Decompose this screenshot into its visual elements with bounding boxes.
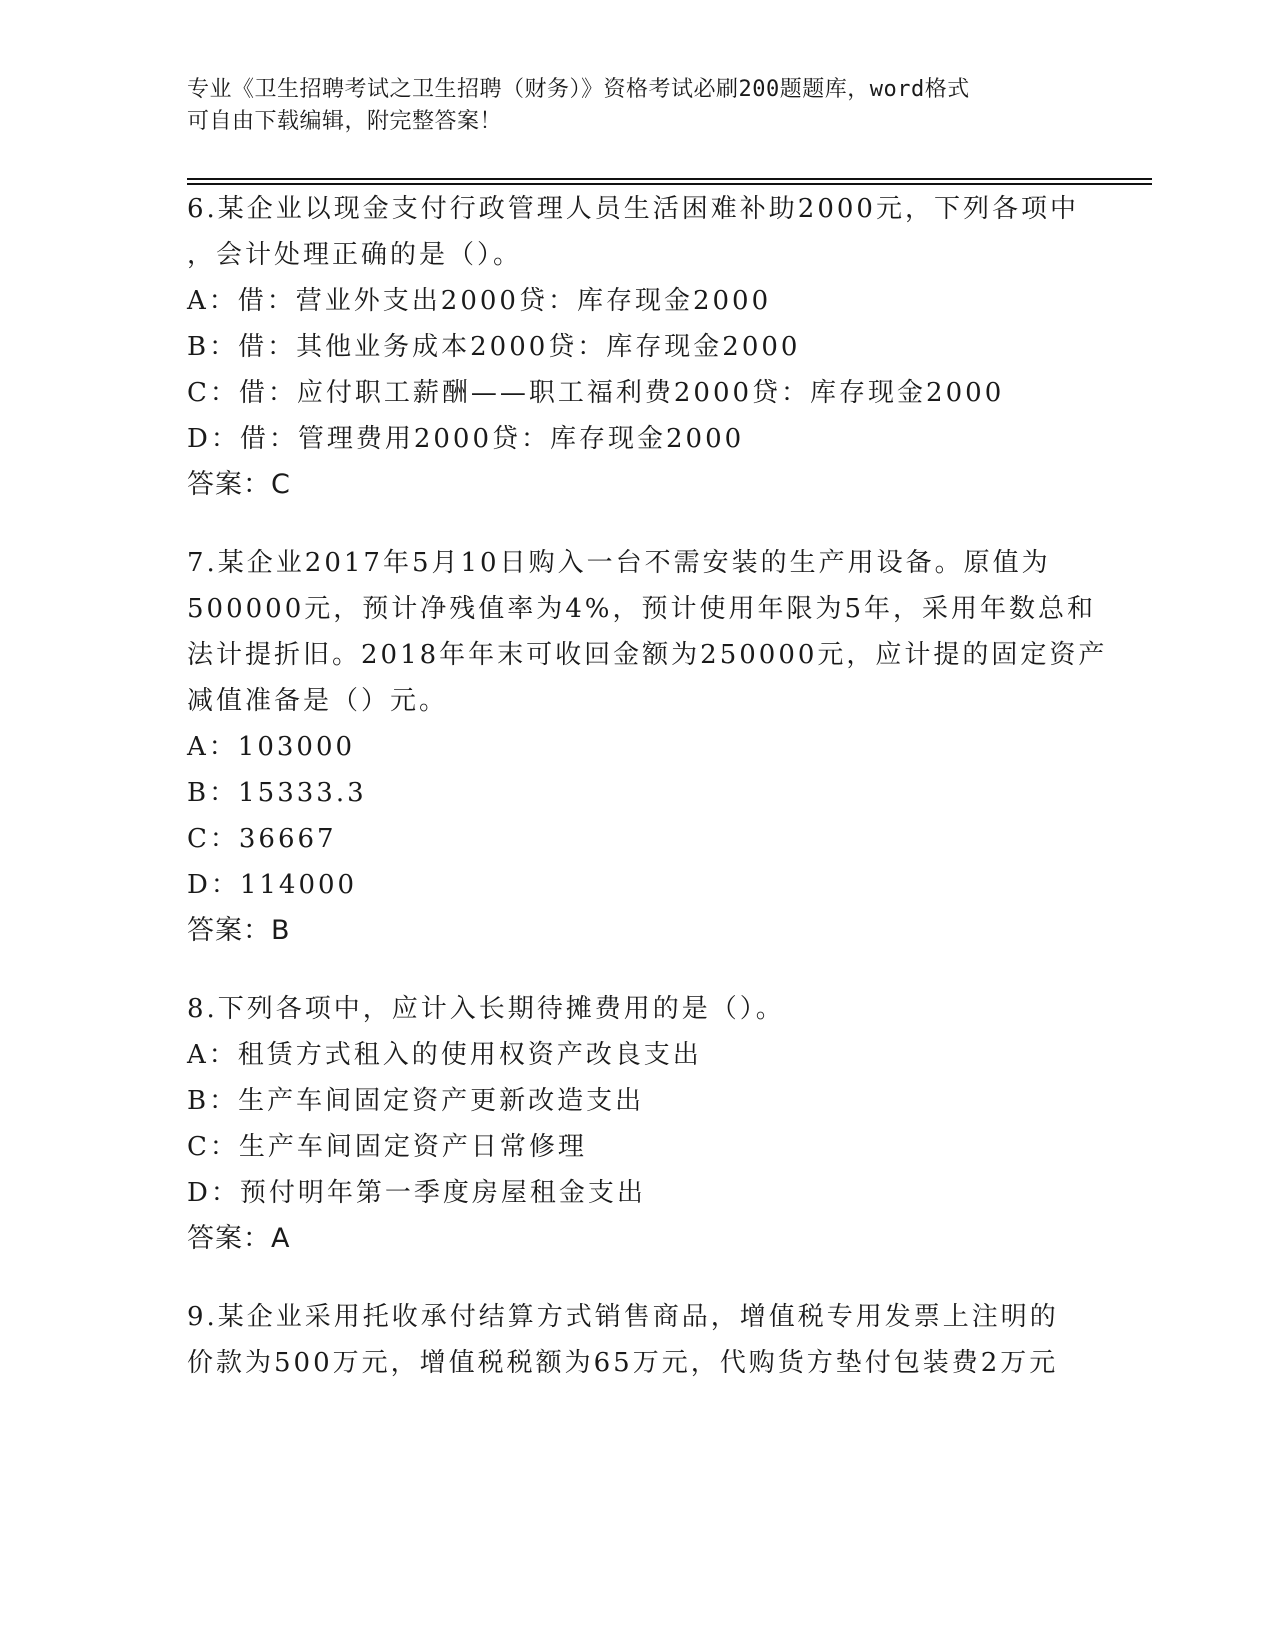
option-b: B：借：其他业务成本2000贷：库存现金2000 — [187, 332, 801, 362]
option-b: B：15333.3 — [187, 778, 367, 808]
header-divider-bottom — [187, 183, 1152, 185]
header-line-1: 专业《卫生招聘考试之卫生招聘（财务）》资格考试必刷200题题库，word格式 — [187, 77, 970, 102]
question-text-line: 7.某企业2017年5月10日购入一台不需安装的生产用设备。原值为 — [187, 548, 1051, 578]
question-text-line: 500000元，预计净残值率为4%，预计使用年限为5年，采用年数总和 — [187, 594, 1097, 624]
option-d: D：借：管理费用2000贷：库存现金2000 — [187, 424, 745, 454]
question-text-line: 价款为500万元，增值税税额为65万元，代购货方垫付包装费2万元 — [187, 1348, 1059, 1378]
option-a: A：借：营业外支出2000贷：库存现金2000 — [187, 286, 772, 316]
question-text-line: 法计提折旧。2018年年末可收回金额为250000元，应计提的固定资产 — [187, 640, 1108, 670]
header-divider-top — [187, 178, 1152, 180]
answer-label: 答案：C — [187, 469, 291, 500]
option-c: C：生产车间固定资产日常修理 — [187, 1132, 587, 1162]
question-7 — [187, 540, 1107, 954]
question-text-line: 8.下列各项中，应计入长期待摊费用的是（）。 — [187, 994, 785, 1024]
document-header — [187, 74, 1067, 138]
option-c: C：36667 — [187, 824, 337, 854]
question-text-line: ，会计处理正确的是（）。 — [187, 240, 523, 270]
answer-label: 答案：A — [187, 1223, 291, 1254]
question-9 — [187, 1294, 1107, 1386]
question-8 — [187, 986, 1107, 1262]
question-list — [187, 186, 1107, 1386]
question-text-line: 9.某企业采用托收承付结算方式销售商品，增值税专用发票上注明的 — [187, 1302, 1059, 1332]
question-6 — [187, 186, 1107, 508]
question-text-line: 减值准备是（）元。 — [187, 686, 449, 716]
option-a: A：租赁方式租入的使用权资产改良支出 — [187, 1040, 702, 1070]
option-d: D：预付明年第一季度房屋租金支出 — [187, 1178, 646, 1208]
question-text-line: 6.某企业以现金支付行政管理人员生活困难补助2000元，下列各项中 — [187, 194, 1079, 224]
option-b: B：生产车间固定资产更新改造支出 — [187, 1086, 645, 1116]
option-d: D：114000 — [187, 870, 358, 900]
header-line-2: 可自由下载编辑，附完整答案！ — [187, 109, 503, 134]
answer-label: 答案：B — [187, 915, 291, 946]
option-a: A：103000 — [187, 732, 356, 762]
option-c: C：借：应付职工薪酬——职工福利费2000贷：库存现金2000 — [187, 378, 1005, 408]
